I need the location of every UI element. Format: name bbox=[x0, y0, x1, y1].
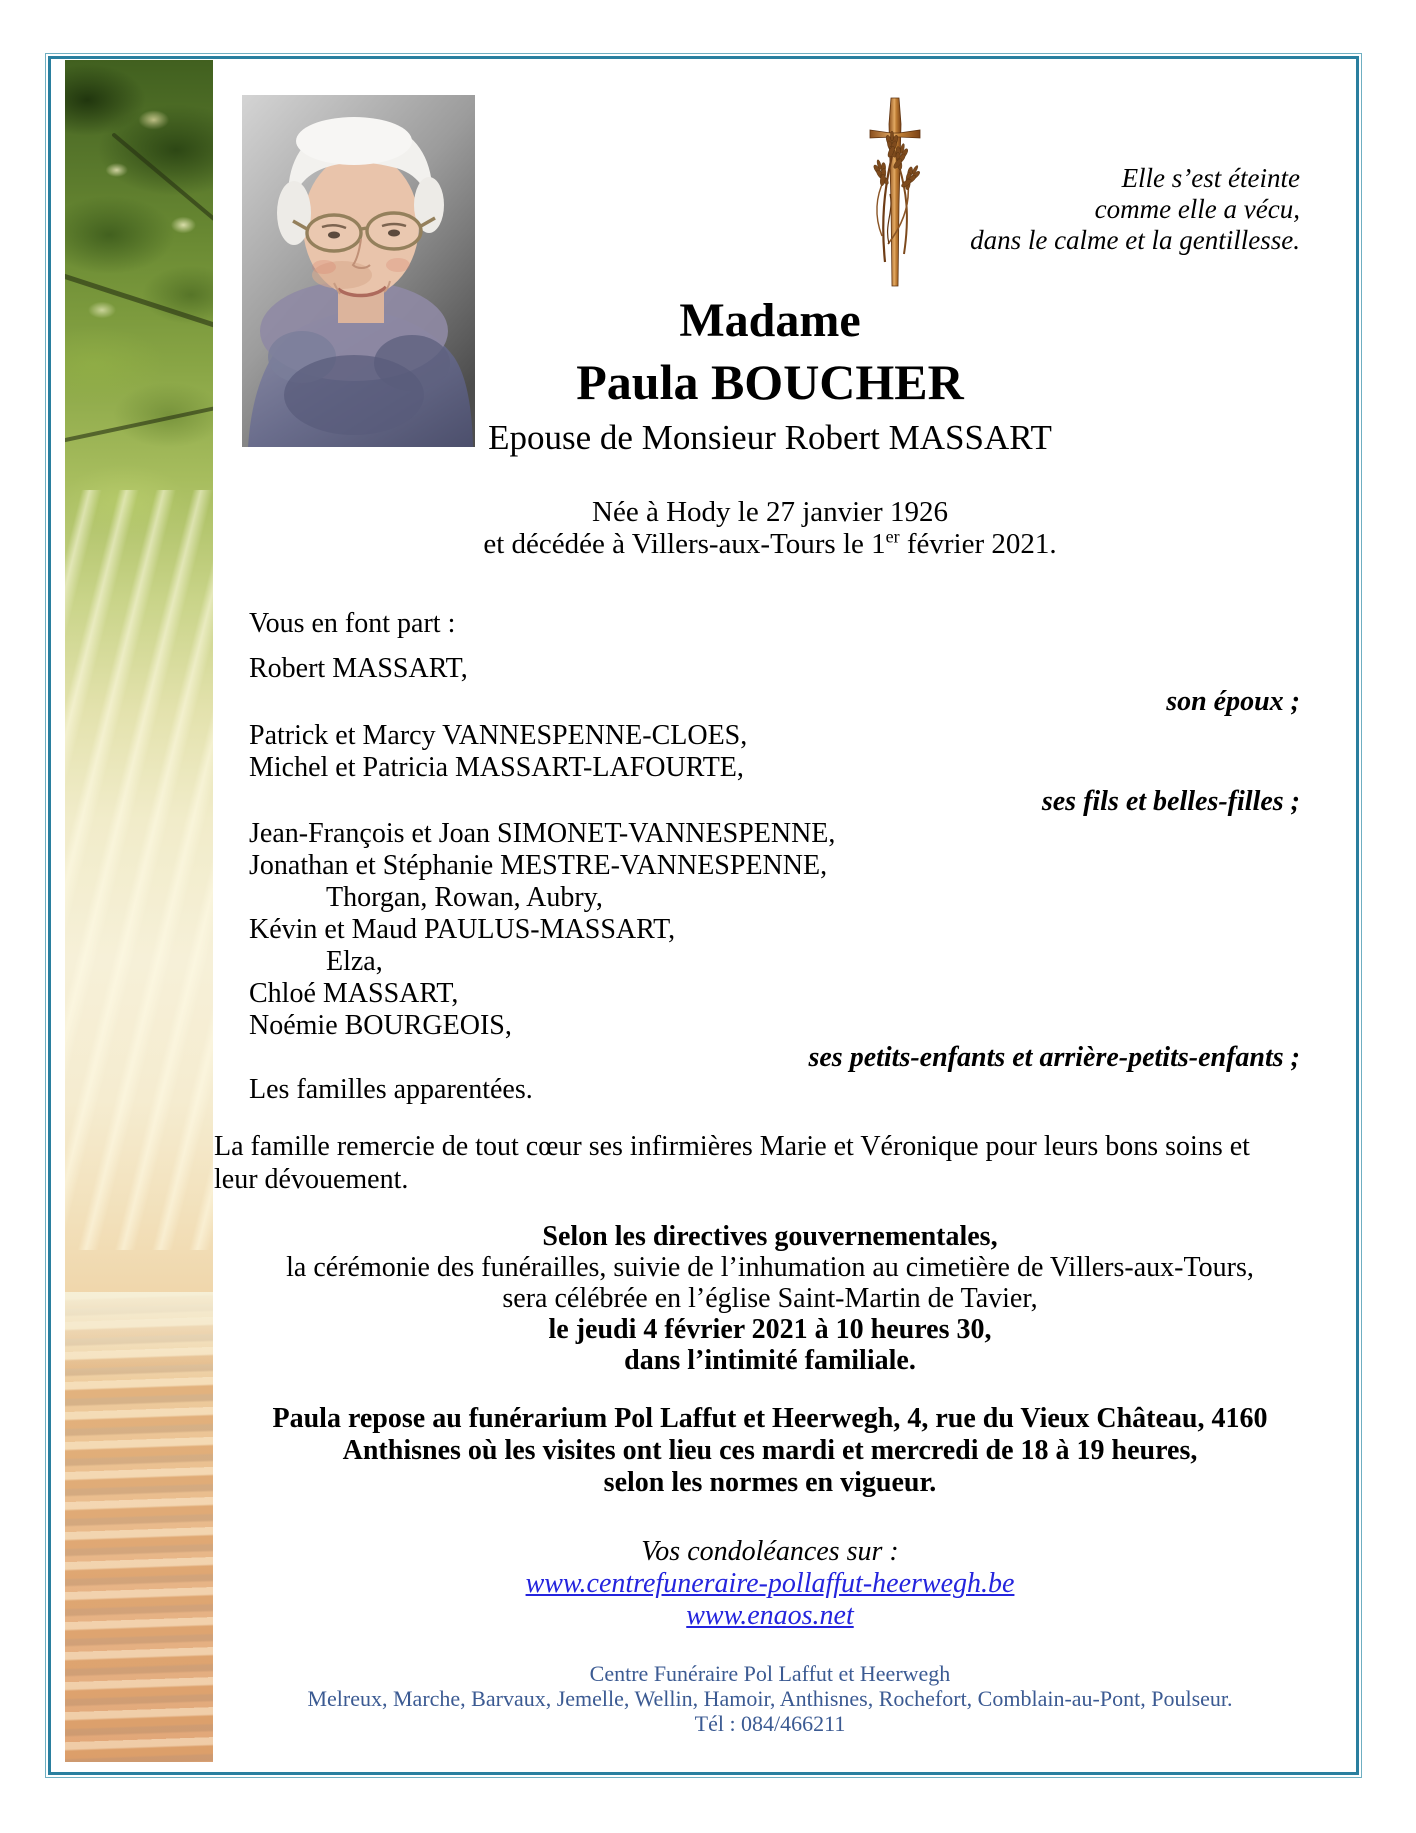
condolences-link-funeraire[interactable]: www.centrefuneraire-pollaffut-heerwegh.be bbox=[525, 1568, 1015, 1599]
family-member: Patrick et Marcy VANNESPENNE-CLOES, bbox=[249, 720, 748, 751]
deceased-title: Madame bbox=[679, 294, 861, 347]
epitaph-line-3: dans le calme et la gentillesse. bbox=[970, 225, 1300, 255]
condolences-link-wrap bbox=[240, 1569, 1300, 1598]
deceased-name: Paula BOUCHER bbox=[576, 354, 964, 410]
thanks-paragraph: La famille remercie de tout cœur ses infirmières Marie et Véronique pour leurs bons soins et leur dévouement. bbox=[214, 1131, 1250, 1195]
family-member: Elza, bbox=[326, 946, 383, 977]
repose-line: selon les normes en vigueur. bbox=[603, 1467, 937, 1498]
family-member: Noémie BOURGEOIS, bbox=[249, 1010, 512, 1041]
announcement-heading: Vous en font part : bbox=[249, 608, 456, 639]
related-families-line: Les familles apparentées. bbox=[249, 1074, 533, 1105]
family-member: Kévin et Maud PAULUS-MASSART, bbox=[249, 914, 676, 945]
ceremony-privacy-line: dans l’intimité familiale. bbox=[624, 1345, 916, 1376]
family-member: Robert MASSART, bbox=[249, 653, 468, 684]
condolences-heading: Vos condoléances sur : bbox=[641, 1536, 899, 1567]
family-member: Jean-François et Joan SIMONET-VANNESPENNE, bbox=[249, 818, 836, 849]
repose-line: Anthisnes où les visites ont lieu ces mardi et mercredi de 18 à 19 heures, bbox=[342, 1435, 1198, 1466]
death-line-ordinal: er bbox=[885, 526, 900, 547]
death-line bbox=[240, 526, 1300, 560]
repose-line: Paula repose au funérarium Pol Laffut et Heerwegh, 4, rue du Vieux Château, 4160 bbox=[272, 1403, 1268, 1434]
ceremony-date-line: le jeudi 4 février 2021 à 10 heures 30, bbox=[548, 1314, 992, 1345]
birth-line: Née à Hody le 27 janvier 1926 bbox=[592, 496, 948, 528]
family-member: Chloé MASSART, bbox=[249, 978, 459, 1009]
epitaph-line-1: Elle s’est éteinte bbox=[1121, 163, 1300, 193]
death-line-pre: et décédée à Villers-aux-Tours le 1 bbox=[483, 528, 886, 560]
funeral-home-name: Centre Funéraire Pol Laffut et Heerwegh bbox=[589, 1661, 951, 1686]
family-member: Jonathan et Stéphanie MESTRE-VANNESPENNE, bbox=[249, 850, 828, 881]
family-role-label: ses petits-enfants et arrière-petits-enfants ; bbox=[808, 1042, 1300, 1073]
sunrays-texture bbox=[65, 490, 213, 1250]
death-line-post: février 2021. bbox=[899, 528, 1057, 560]
nature-strip-image bbox=[65, 60, 213, 1762]
funeral-home-phone: Tél : 084/466211 bbox=[694, 1711, 846, 1736]
family-role-label: ses fils et belles-filles ; bbox=[1041, 786, 1300, 817]
ceremony-directives-line: Selon les directives gouvernementales, bbox=[542, 1221, 998, 1252]
family-role-label: son époux ; bbox=[1166, 686, 1300, 717]
condolences-link-wrap bbox=[240, 1601, 1300, 1630]
ceremony-line: sera célébrée en l’église Saint-Martin de Tavier, bbox=[502, 1283, 1038, 1314]
condolences-link-enaos[interactable]: www.enaos.net bbox=[686, 1600, 854, 1631]
forest-path-texture bbox=[65, 1292, 213, 1762]
epitaph-line-2: comme elle a vécu, bbox=[1094, 194, 1300, 224]
ceremony-line: la cérémonie des funérailles, suivie de l’inhumation au cimetière de Villers-aux-Tours, bbox=[286, 1252, 1254, 1283]
funeral-home-locations: Melreux, Marche, Barvaux, Jemelle, Wellin, Hamoir, Anthisnes, Rochefort, Comblain-au-Pont, Poulseur. bbox=[307, 1686, 1233, 1711]
family-member: Michel et Patricia MASSART-LAFOURTE, bbox=[249, 752, 744, 783]
family-member: Thorgan, Rowan, Aubry, bbox=[326, 882, 603, 913]
spouse-line: Epouse de Monsieur Robert MASSART bbox=[488, 418, 1052, 457]
